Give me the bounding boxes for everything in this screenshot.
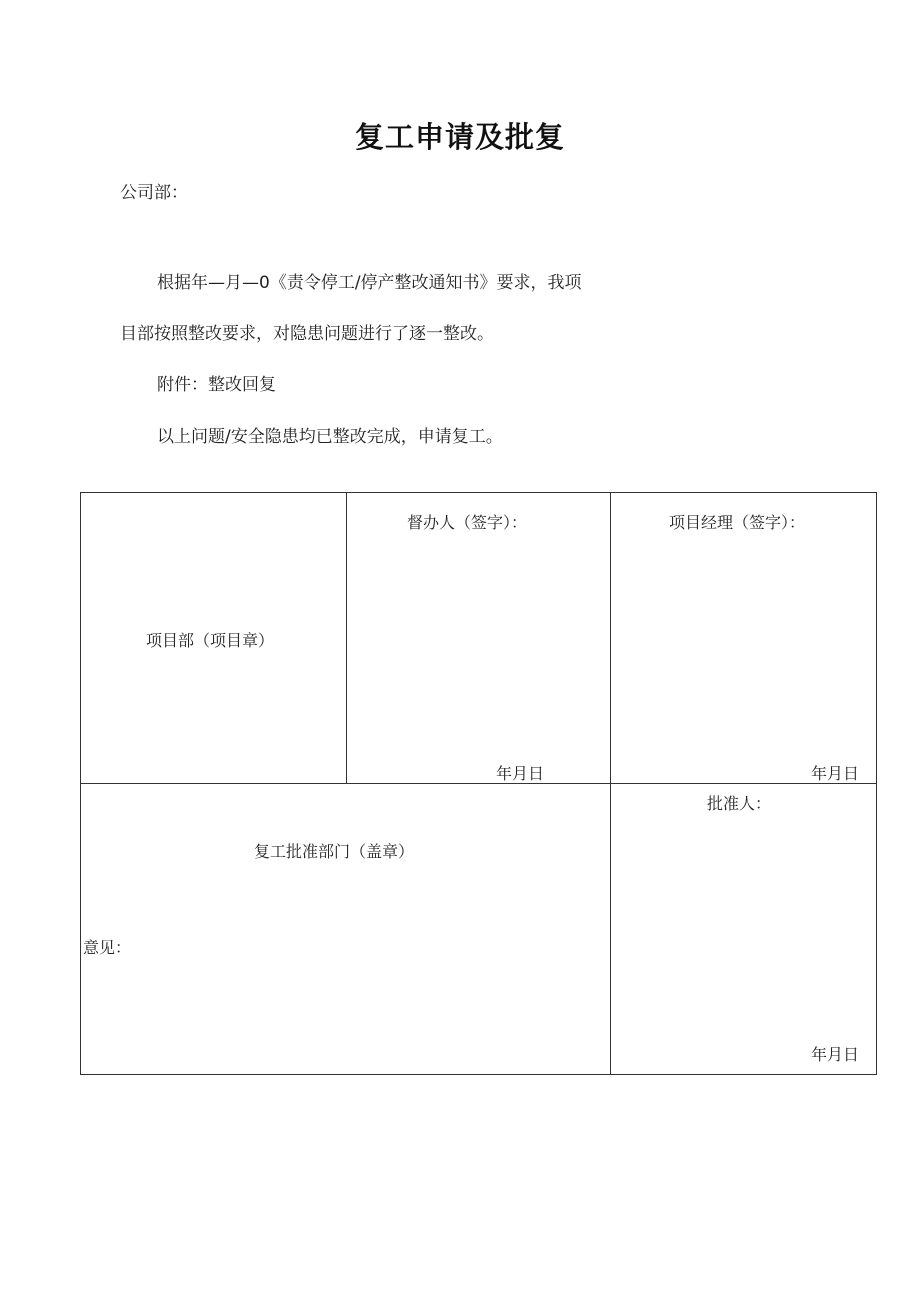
completion-statement: 以上问题/安全隐患均已整改完成，申请复工。 — [157, 427, 503, 447]
request-paragraph-line-2: 目部按照整改要求，对隐患问题进行了逐一整改。 — [120, 324, 494, 344]
recipient-line: 公司部： — [120, 183, 188, 203]
manager-date-label: 年月日 — [811, 764, 860, 783]
manager-sign-cell — [611, 493, 876, 783]
supervisor-sign-cell — [347, 493, 610, 783]
approval-dept-cell — [81, 784, 610, 1074]
approval-form-table — [80, 492, 877, 1075]
request-paragraph-line-1: 根据年—月—0《责令停工/停产整改通知书》要求，我项 — [157, 273, 582, 293]
approver-cell — [611, 784, 876, 1074]
supervisor-sign-label: 督办人（签字）： — [407, 513, 528, 532]
opinion-label: 意见： — [83, 938, 132, 957]
project-dept-seal-cell — [81, 493, 346, 783]
approval-dept-seal-label: 复工批准部门（盖章） — [254, 842, 415, 861]
attachment-line: 附件：整改回复 — [157, 375, 276, 395]
supervisor-date-label: 年月日 — [496, 764, 545, 783]
project-dept-seal-label: 项目部（项目章） — [146, 631, 275, 650]
manager-sign-label: 项目经理（签字）： — [669, 513, 806, 532]
page-title: 复工申请及批复 — [354, 120, 565, 154]
approver-label: 批准人： — [707, 794, 772, 813]
approver-date-label: 年月日 — [811, 1045, 860, 1064]
